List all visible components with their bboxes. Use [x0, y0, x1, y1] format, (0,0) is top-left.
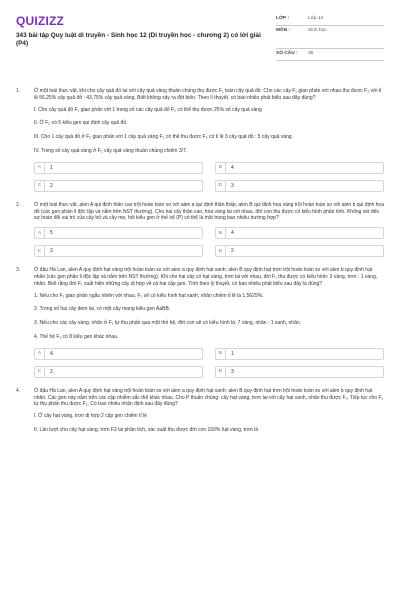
option-text: 1	[50, 164, 53, 171]
option-letter: C	[35, 367, 45, 377]
subject-label: MÔN :	[276, 28, 291, 33]
option-letter: A	[35, 163, 45, 173]
option-letter: B	[216, 228, 226, 238]
option-text: 3	[231, 182, 234, 189]
option-letter: C	[35, 246, 45, 256]
option-letter: C	[35, 181, 45, 191]
option-d[interactable]	[215, 180, 384, 192]
question-number: 4.	[16, 387, 21, 394]
header	[16, 14, 384, 72]
option-b[interactable]	[215, 227, 384, 239]
meta-subject-row	[276, 26, 384, 49]
option-c[interactable]	[34, 245, 203, 257]
meta-count-row	[276, 49, 384, 61]
option-text: 2	[231, 248, 234, 255]
option-letter: D	[216, 246, 226, 256]
question-number: 2.	[16, 201, 21, 208]
option-text: 3	[50, 248, 53, 255]
option-c[interactable]	[34, 180, 203, 192]
statement: II. Lần lượt cho cây hạt vàng, trơn F2 lai phân tích, xác suất thu được đời con 100% hạt vàng, trơn là	[34, 426, 259, 433]
option-b[interactable]	[215, 348, 384, 360]
option-c[interactable]	[34, 366, 203, 378]
statement: 2. Trong số hai cây đem lai, có một cây mang kiểu gen AaBB.	[34, 306, 171, 313]
count-label: SỐ CÂU :	[276, 51, 298, 56]
option-letter: B	[216, 163, 226, 173]
statement: 1. Nếu cho F₁ giao phấn ngẫu nhiên với nhau, F₂ sẽ có kiểu hình hạt xanh, nhăn chiếm tỉ lệ là 1,5625%.	[34, 292, 264, 299]
question-list	[16, 88, 384, 441]
option-text: 4.	[50, 350, 55, 357]
question-1	[16, 88, 384, 192]
count-value: 35	[308, 51, 314, 56]
question-3	[16, 267, 384, 378]
option-letter: A	[35, 228, 45, 238]
statement: IV. Trong số cây quả vàng ở F₂ cây quả vàng thuần chủng chiếm 3/7.	[34, 147, 188, 154]
statement: 4. Thế hệ F₁ có 8 kiểu gen khác nhau.	[34, 333, 119, 340]
class-value: Lớp 12	[308, 16, 324, 21]
statement: II. Ở F₂ có 5 kiểu gen qui định cây quả đỏ.	[34, 120, 128, 127]
question-2	[16, 202, 384, 257]
meta-box	[276, 14, 384, 61]
option-text: 4	[231, 230, 234, 237]
option-text: 5	[50, 230, 53, 237]
question-number: 3.	[16, 267, 21, 274]
question-text: Ở một loài thực vật, khi cho cây quả đỏ lai với cây quả vàng thuần chủng thu được F₁ toàn cây quả đỏ. Cho các cây F₁ giao phấn với nhau thu được F₂ với tỉ lệ 56,25% cây quả đỏ : 43,75% cây quả vàng. Biết không xảy ra đột biến. Theo lí thuyết, có bao nhiêu phát biểu sau đây đúng?	[34, 88, 382, 101]
class-label: LỚP :	[276, 16, 290, 21]
question-text: Ở đậu Hà Lan, alen A quy định hạt vàng trội hoàn toàn so với alen a quy định hạt xanh; alen B quy định hạt trơn trội hoàn toàn so với alen b quy định hạt nhăn (các gen phân li độc lập và nằm trên NST thường). Khi cho hai cây có hạt vàng, trơn lai với nhau, đời F₁ thu được có kiểu hình: 3 vàng, trơn : 1 vàng, nhăn. Biết rằng đời F₁ xuất hiện những cây dị hợp về cả hai cặp gen. Tính theo lý thuyết, có bao nhiêu phát biểu sau đây là đúng?	[34, 267, 378, 287]
subject-value: Sinh học	[308, 28, 327, 33]
option-d[interactable]	[215, 366, 384, 378]
option-b[interactable]	[215, 162, 384, 174]
option-letter: B	[216, 349, 226, 359]
page-title: 343 bài tập Quy luật di truyền - Sinh học 12 (Di truyền học - chương 2) có lời giải (P4)	[16, 32, 261, 47]
answer-options	[34, 162, 384, 192]
question-text: Ở đậu Hà Lan, alen A quy định hạt vàng trội hoàn toàn so với alen a quy định hạt xanh; alen B quy định hạt trơn trội hoàn toàn so với alen b quy định hạt nhăn. Các gen này nằm trên các cặp nhiễm sắc thể khác nhau. Cho P thuần chủng: cây hạt vàng, trơn lai với cây hạt xanh, nhăn thu được F₁. Tiếp tục cho F₁ tự thụ phấn thu được F₂. Có bao nhiêu nhận định sau đây đúng?	[34, 387, 384, 408]
option-text: 3	[231, 368, 234, 375]
statement: I. Cho cây quả đỏ F₁ giao phấn với 1 trong số các cây quả đỏ F₂ có thể thu được 25% số cây quả vàng	[34, 106, 262, 113]
statement: 3. Nếu cho các cây vàng, nhăn ở F₁ tự thụ phấn qua một thế hệ, đời con sẽ có kiểu hình là: 7 vàng, nhăn : 1 xanh, nhăn.	[34, 320, 302, 327]
statement: I. Ở cây hạt vàng, trơn dị hợp 2 cặp gen chiếm tỉ lệ	[34, 413, 147, 420]
option-d[interactable]	[215, 245, 384, 257]
option-letter: A	[35, 349, 45, 359]
statement: III. Cho 1 cây quả đỏ ở F₂ giao phấn với 1 cây quả vàng F₂ có thể thu được F₃ có tỉ lệ 3 cây quả đỏ : 5 cây quả vàng.	[34, 134, 293, 141]
option-text: 2.	[50, 368, 55, 375]
question-4	[16, 388, 384, 434]
option-letter: D	[216, 367, 226, 377]
question-text: Ở một loài thực vật, alen A qui định thân cao trội hoàn toàn so với alen a qui định thân thấp; alen B qui định hoa vàng trội hoàn toàn so với alen b qui định hoa đỏ (các gen phân li độc lập và nằm trên NST thường). Cho hai cây thân cao, hoa vàng lai với nhau, đời con thu được có kiểu hình phân tính. Không xét đến sự hoán đổi vai trò của cây bố và cây mẹ, hỏi kiểu gen ở thế hệ (P) có thể là một trong bao nhiêu trường hợp?	[34, 201, 384, 222]
question-number: 1.	[16, 88, 21, 94]
option-letter: D	[216, 181, 226, 191]
option-a[interactable]	[34, 162, 203, 174]
option-text: 2	[50, 182, 53, 189]
option-a[interactable]	[34, 227, 203, 239]
meta-class-row	[276, 14, 384, 26]
answer-options	[34, 348, 384, 378]
option-text: 1	[231, 350, 234, 357]
quizizz-logo: QUIZIZZ	[16, 14, 65, 28]
option-a[interactable]	[34, 348, 203, 360]
option-text: 4	[231, 164, 234, 171]
answer-options	[34, 227, 384, 257]
